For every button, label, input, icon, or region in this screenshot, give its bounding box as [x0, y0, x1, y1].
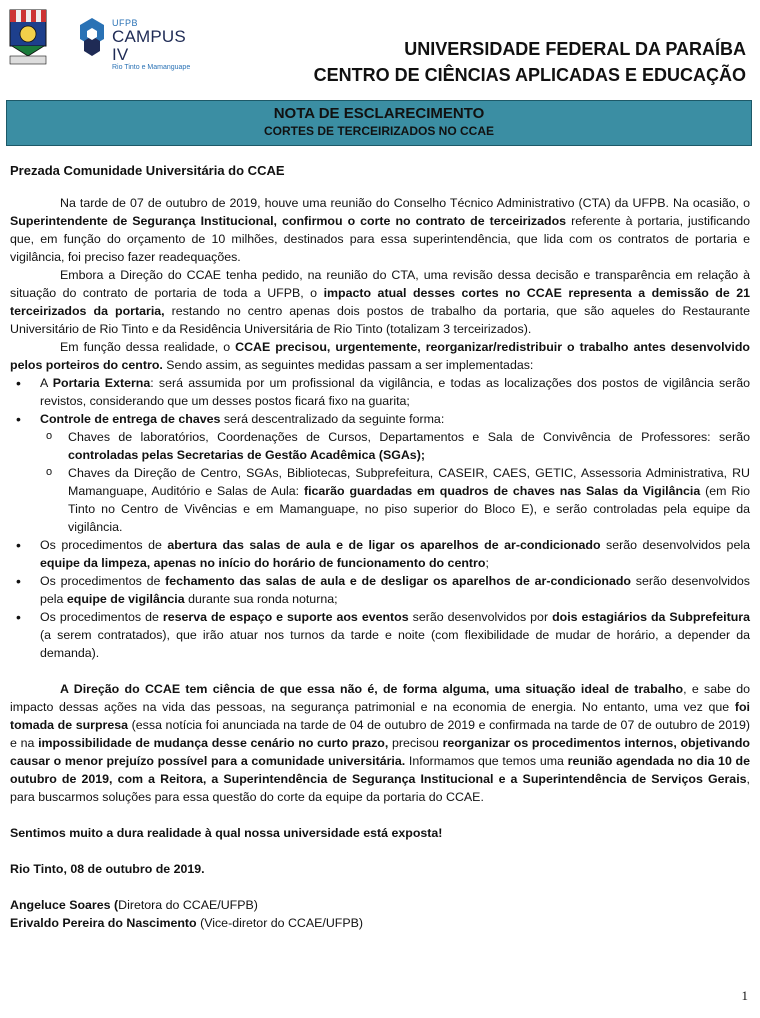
list-item: • Os procedimentos de fechamento das salas de aula e de desligar os aparelhos de ar-condicionado serão desenvolvidos pela equipe de vigilância durante sua ronda noturna; [40, 572, 750, 608]
center-name: CENTRO DE CIÊNCIAS APLICADAS E EDUCAÇÃO [313, 65, 746, 85]
list-item: • Os procedimentos de reserva de espaço e suporte aos eventos serão desenvolvidos por dois estagiários da Subprefeitura (a serem contratados), que irão atuar nos turnos da tarde e noite (com flexibilidade de mudar de horário, a depender da demanda). [40, 608, 750, 662]
paragraph-2: Embora a Direção do CCAE tenha pedido, na reunião do CTA, uma revisão dessa decisão e transparência em relação à situação do contrato de portaria de toda a UFPB, o impacto atual desses cortes no CCAE representa a demissão de 21 terceirizados da portaria, restando no centro apenas dois postos de trabalho da portaria, que são aqueles do Restaurante Universitário de Rio Tinto e da Residência Universitária de Rio Tinto (totalizam 3 terceirizados). [10, 268, 750, 336]
campus-subtitle: Rio Tinto e Mamanguape [112, 64, 191, 71]
list-item: • Os procedimentos de abertura das salas de aula e de ligar os aparelhos de ar-condicionado serão desenvolvidos pela equipe da limpeza, apenas no início do horário de funcionamento do centro; [40, 536, 750, 572]
list-item: • A Portaria Externa: será assumida por um profissional da vigilância, e todas as localizações dos postos de vigilância serão revistos, considerando que um desses postos ficará fixo na guarita; [40, 374, 750, 410]
document-subtitle: CORTES DE TERCEIRIZADOS NO CCAE [263, 124, 494, 138]
ufpb-crest-logo [8, 8, 48, 66]
signature-director: Angeluce Soares (Diretora do CCAE/UFPB) [10, 898, 258, 912]
page-number: 1 [741, 988, 748, 1003]
paragraph-3: Em função dessa realidade, o CCAE precisou, urgentemente, reorganizar/redistribuir o trabalho antes desenvolvido pelos porteiros do centro. Sendo assim, as seguintes medidas passam a ser implementadas: [10, 340, 750, 372]
measures-list [10, 374, 750, 662]
place-date: Rio Tinto, 08 de outubro de 2019. [10, 862, 205, 876]
title-banner [6, 100, 752, 146]
document-body [10, 162, 750, 932]
campus-name: CAMPUS IV [112, 27, 186, 64]
closing-statement: Sentimos muito a dura realidade à qual nossa universidade está exposta! [10, 826, 443, 840]
signature-vice-director: Erivaldo Pereira do Nascimento (Vice-diretor do CCAE/UFPB) [10, 916, 364, 930]
institution-header [314, 36, 746, 88]
hexagon-icon [76, 16, 108, 66]
campus-iv-logo [76, 12, 206, 71]
document-title: NOTA DE ESCLARECIMENTO [273, 105, 485, 122]
campus-ufpb-label: UFPB [112, 18, 139, 28]
keys-sublist [40, 428, 750, 536]
list-item: • Controle de entrega de chaves será descentralizado da seguinte forma: o Chaves de laboratórios, Coordenações de Cursos, Departamentos e Sala de Convivência de Professores: serão controladas pelas Secretarias de Gestão Acadêmica (SGAs); o Chaves da Direção de Centro, SGAs, Bibliotecas, Subprefeitura, CASEIR, CAES, GETIC, Assessoria Administrativa, RU Mamanguape, Auditório e Salas de Aula: ficarão guardadas em quadros de chaves nas Salas da Vigilância (em Rio Tinto no Centro de Vivências e em Mamanguape, no piso superior do Bloco E), e serão controladas pela equipe da vigilância. [40, 410, 750, 536]
list-item: o Chaves de laboratórios, Coordenações de Cursos, Departamentos e Sala de Convivência de Professores: serão controladas pelas Secretarias de Gestão Acadêmica (SGAs); [68, 428, 750, 464]
greeting: Prezada Comunidade Universitária do CCAE [10, 163, 285, 178]
university-name: UNIVERSIDADE FEDERAL DA PARAÍBA [404, 39, 746, 59]
list-item: o Chaves da Direção de Centro, SGAs, Bibliotecas, Subprefeitura, CASEIR, CAES, GETIC, Assessoria Administrativa, RU Mamanguape, Auditório e Salas de Aula: ficarão guardadas em quadros de chaves nas Salas da Vigilância (em Rio Tinto no Centro de Vivências e em Mamanguape, no piso superior do Bloco E), e serão controladas pela equipe da vigilância. [68, 464, 750, 536]
paragraph-4: A Direção do CCAE tem ciência de que essa não é, de forma alguma, uma situação ideal de trabalho, e sabe do impacto dessas ações na vida das pessoas, na segurança patrimonial e na economia de energia. No entanto, uma vez que foi tomada de surpresa (essa notícia foi anunciada na tarde de 04 de outubro de 2019 e confirmada na tarde de 07 de outubro de 2019) e na impossibilidade de mudança desse cenário no curto prazo, precisou reorganizar os procedimentos internos, objetivando causar o menor prejuízo possível para a comunidade universitária. Informamos que temos uma reunião agendada no dia 10 de outubro de 2019, com a Reitora, a Superintendência de Segurança Institucional e a Superintendência de Serviços Gerais, para buscarmos soluções para essa questão do corte da equipe da portaria do CCAE. [10, 682, 750, 804]
paragraph-1: Na tarde de 07 de outubro de 2019, houve uma reunião do Conselho Técnico Administrativo (CTA) da UFPB. Na ocasião, o Superintendente de Segurança Institucional, confirmou o corte no contrato de terceirizados referente à portaria, justificando que, em função do orçamento de 10 milhões, destinados para essa superintendência, que lida com os contratos de portaria e vigilância, foi preciso fazer readequações. [10, 196, 750, 264]
